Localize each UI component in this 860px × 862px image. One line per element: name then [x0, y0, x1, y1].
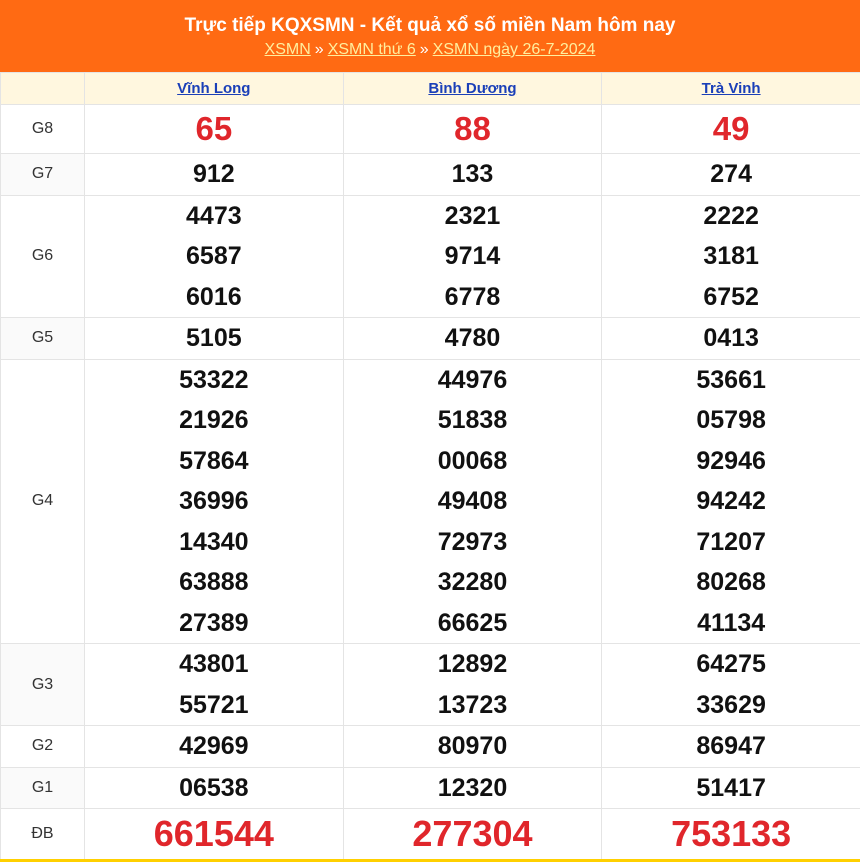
prize-number: 00068 [344, 441, 602, 482]
prize-number: 12892 [344, 644, 602, 685]
prize-number: 133 [344, 154, 602, 195]
prize-cell [343, 359, 602, 644]
prize-number: 42969 [85, 726, 343, 767]
prize-cell [343, 105, 602, 154]
prize-number: 53322 [85, 360, 343, 401]
prize-number: 88 [344, 105, 602, 153]
prize-number: 05798 [602, 400, 860, 441]
prize-cell [85, 809, 344, 861]
prize-number: 5105 [85, 318, 343, 359]
prize-rows [1, 105, 860, 861]
province-link-binh-duong[interactable]: Bình Dương [428, 80, 516, 97]
prize-cell [343, 154, 602, 196]
prize-number: 12320 [344, 768, 602, 809]
prize-number: 92946 [602, 441, 860, 482]
prize-number: 51417 [602, 768, 860, 809]
prize-number: 66625 [344, 603, 602, 644]
prize-cell [85, 767, 344, 809]
prize-number: 277304 [344, 809, 602, 859]
prize-number: 06538 [85, 768, 343, 809]
breadcrumb [0, 39, 860, 61]
prize-number: 274 [602, 154, 860, 195]
prize-cell [343, 195, 602, 318]
prize-cell [602, 195, 860, 318]
prize-cell [85, 105, 344, 154]
prize-label: ĐB [1, 809, 85, 861]
prize-row [1, 644, 860, 726]
prize-number: 32280 [344, 562, 602, 603]
prize-number: 41134 [602, 603, 860, 644]
prize-row [1, 767, 860, 809]
prize-row [1, 195, 860, 318]
prize-cell [85, 726, 344, 768]
prize-cell [85, 644, 344, 726]
prize-cell [602, 105, 860, 154]
prize-row [1, 359, 860, 644]
prize-cell [85, 359, 344, 644]
prize-cell [343, 809, 602, 861]
header-corner [1, 73, 85, 105]
prize-number: 6016 [85, 277, 343, 318]
prize-cell [85, 154, 344, 196]
prize-cell [602, 318, 860, 360]
prize-cell [343, 726, 602, 768]
province-link-tra-vinh[interactable]: Trà Vinh [702, 80, 761, 97]
breadcrumb-separator: » [420, 41, 429, 58]
prize-number: 44976 [344, 360, 602, 401]
prize-cell [602, 726, 860, 768]
prize-label: G3 [1, 644, 85, 726]
prize-number: 53661 [602, 360, 860, 401]
prize-number: 6778 [344, 277, 602, 318]
prize-row [1, 318, 860, 360]
prize-number: 912 [85, 154, 343, 195]
prize-number: 6587 [85, 236, 343, 277]
province-link-vinh-long[interactable]: Vĩnh Long [177, 80, 250, 97]
province-header [343, 73, 602, 105]
prize-label: G4 [1, 359, 85, 644]
prize-number: 6752 [602, 277, 860, 318]
prize-number: 2222 [602, 196, 860, 237]
prize-number: 49 [602, 105, 860, 153]
prize-label: G7 [1, 154, 85, 196]
prize-row [1, 809, 860, 861]
breadcrumb-xsmn-date[interactable]: XSMN ngày 26-7-2024 [433, 41, 596, 58]
prize-row [1, 154, 860, 196]
breadcrumb-separator: » [315, 41, 324, 58]
breadcrumb-xsmn-thu-6[interactable]: XSMN thứ 6 [328, 41, 416, 58]
prize-row [1, 105, 860, 154]
prize-number: 0413 [602, 318, 860, 359]
prize-row [1, 726, 860, 768]
prize-number: 14340 [85, 522, 343, 563]
prize-number: 72973 [344, 522, 602, 563]
prize-label: G5 [1, 318, 85, 360]
prize-label: G6 [1, 195, 85, 318]
prize-number: 3181 [602, 236, 860, 277]
prize-number: 4473 [85, 196, 343, 237]
prize-number: 80268 [602, 562, 860, 603]
prize-cell [343, 318, 602, 360]
prize-label: G2 [1, 726, 85, 768]
prize-label: G1 [1, 767, 85, 809]
prize-number: 57864 [85, 441, 343, 482]
prize-number: 43801 [85, 644, 343, 685]
prize-cell [85, 195, 344, 318]
page-title: Trực tiếp KQXSMN - Kết quả xổ số miền Nam hôm nay [0, 14, 860, 38]
prize-number: 2321 [344, 196, 602, 237]
prize-cell [602, 809, 860, 861]
prize-number: 21926 [85, 400, 343, 441]
province-header-row [1, 73, 860, 105]
prize-label: G8 [1, 105, 85, 154]
prize-number: 33629 [602, 685, 860, 726]
prize-cell [602, 767, 860, 809]
prize-cell [602, 644, 860, 726]
province-header [85, 73, 344, 105]
prize-number: 63888 [85, 562, 343, 603]
prize-number: 71207 [602, 522, 860, 563]
prize-number: 65 [85, 105, 343, 153]
prize-number: 13723 [344, 685, 602, 726]
page-header [0, 0, 860, 72]
prize-number: 753133 [602, 809, 860, 859]
prize-number: 49408 [344, 481, 602, 522]
prize-number: 80970 [344, 726, 602, 767]
prize-number: 36996 [85, 481, 343, 522]
prize-cell [343, 644, 602, 726]
prize-cell [85, 318, 344, 360]
prize-number: 27389 [85, 603, 343, 644]
prize-cell [343, 767, 602, 809]
province-header [602, 73, 860, 105]
prize-number: 86947 [602, 726, 860, 767]
prize-number: 9714 [344, 236, 602, 277]
prize-number: 4780 [344, 318, 602, 359]
prize-cell [602, 359, 860, 644]
prize-number: 94242 [602, 481, 860, 522]
prize-number: 55721 [85, 685, 343, 726]
prize-number: 51838 [344, 400, 602, 441]
prize-cell [602, 154, 860, 196]
breadcrumb-xsmn[interactable]: XSMN [265, 41, 311, 58]
prize-number: 64275 [602, 644, 860, 685]
results-table [0, 72, 860, 862]
prize-number: 661544 [85, 809, 343, 859]
